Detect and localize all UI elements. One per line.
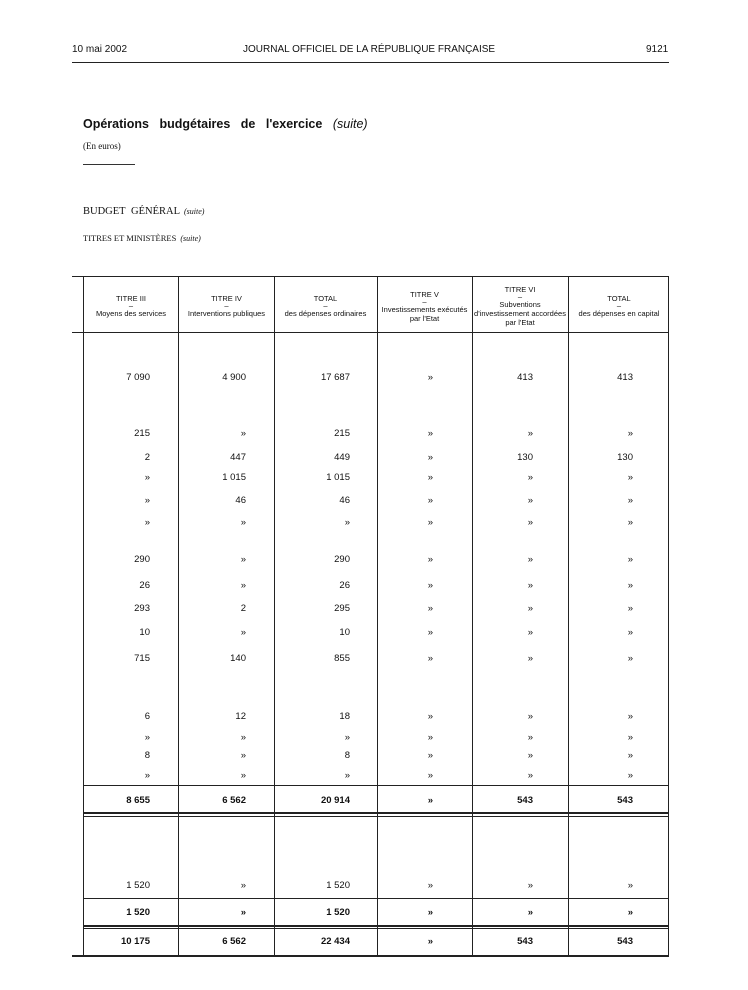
cell-titre-5: » [427, 907, 433, 918]
col-header-bottom: Interventions publiques [187, 309, 266, 318]
cell-titre-4: 447 [230, 452, 246, 463]
cell-total-ordinaires: 22 434 [320, 936, 350, 947]
cell-titre-3: 715 [134, 653, 150, 664]
cell-titre-4: » [240, 428, 246, 439]
cell-titre-5: » [427, 372, 433, 383]
cell-titre-5: » [427, 936, 433, 947]
budget-heading-text: BUDGET GÉNÉRAL [83, 206, 181, 217]
cell-total-ordinaires: 290 [334, 554, 350, 565]
cell-titre-5: » [427, 580, 433, 591]
col-header-bottom: des dépenses en capital [578, 309, 660, 318]
row-rule [72, 955, 669, 957]
col-header-top: TOTAL [607, 294, 631, 303]
header-rule [72, 62, 669, 63]
row-rule [83, 816, 669, 817]
cell-titre-4: 6 562 [222, 795, 246, 806]
cell-titre-6: » [527, 732, 533, 743]
cell-titre-5: » [427, 428, 433, 439]
titres-heading-text: TITRES ET MINISTÈRES [83, 233, 177, 243]
cell-titre-6: » [527, 653, 533, 664]
cell-titre-6: » [527, 554, 533, 565]
cell-titre-3: 1 520 [126, 880, 150, 891]
cell-total-capital: » [627, 880, 633, 891]
cell-titre-6: 413 [517, 372, 533, 383]
cell-total-ordinaires: 215 [334, 428, 350, 439]
cell-titre-3: 293 [134, 603, 150, 614]
column-rule [377, 276, 378, 956]
table-header-rule [72, 332, 669, 333]
cell-total-capital: » [627, 517, 633, 528]
col-header-titre-6 [473, 280, 567, 332]
cell-total-ordinaires: 855 [334, 653, 350, 664]
cell-titre-5: » [427, 750, 433, 761]
cell-titre-6: 130 [517, 452, 533, 463]
cell-titre-4: » [240, 517, 246, 528]
cell-total-ordinaires: 8 [344, 750, 350, 761]
unit-label: (En euros) [83, 141, 121, 151]
cell-titre-6: » [527, 472, 533, 483]
col-header-total-ordinaires [275, 280, 376, 332]
cell-total-ordinaires: » [344, 732, 350, 743]
col-header-bottom: Investissements exécutés par l'Etat [381, 304, 468, 323]
cell-titre-3: 7 090 [126, 372, 150, 383]
col-header-top: TITRE IV [211, 294, 242, 303]
cell-total-ordinaires: 20 914 [320, 795, 350, 806]
header-page-number: 9121 [646, 44, 669, 55]
col-header-top: TITRE V [410, 289, 439, 299]
cell-total-capital: » [627, 907, 633, 918]
cell-total-ordinaires: 18 [339, 711, 350, 722]
cell-total-capital: » [627, 495, 633, 506]
cell-titre-3: » [144, 517, 150, 528]
cell-titre-4: 140 [230, 653, 246, 664]
col-header-top: TITRE III [116, 294, 146, 303]
cell-titre-3: 215 [134, 428, 150, 439]
column-rule [178, 276, 179, 956]
cell-titre-3: » [144, 732, 150, 743]
cell-titre-4: » [240, 627, 246, 638]
cell-total-capital: » [627, 627, 633, 638]
cell-titre-5: » [427, 472, 433, 483]
cell-titre-3: 6 [144, 711, 150, 722]
row-rule [83, 785, 669, 786]
titres-heading [83, 233, 201, 243]
cell-titre-6: 543 [517, 795, 533, 806]
cell-titre-3: » [144, 770, 150, 781]
cell-titre-3: 10 175 [120, 936, 150, 947]
cell-titre-6: » [527, 880, 533, 891]
cell-total-capital: 130 [617, 452, 633, 463]
col-header-top: TITRE VI [504, 285, 536, 294]
cell-titre-4: 2 [240, 603, 246, 614]
section-title-text: Opérations budgétaires de l'exercice [83, 117, 323, 131]
col-header-dash: – [517, 292, 523, 301]
cell-titre-4: » [240, 750, 246, 761]
cell-titre-5: » [427, 495, 433, 506]
col-header-dash: – [224, 301, 229, 310]
cell-total-capital: » [627, 428, 633, 439]
column-rule [568, 276, 569, 956]
cell-titre-4: » [240, 880, 246, 891]
cell-titre-3: 8 [144, 750, 150, 761]
section-title [83, 117, 368, 131]
header-date: 10 mai 2002 [72, 44, 128, 55]
cell-total-capital: » [627, 580, 633, 591]
cell-titre-4: 4 900 [222, 372, 246, 383]
cell-titre-6: » [527, 750, 533, 761]
row-rule [83, 898, 669, 899]
cell-total-ordinaires: 1 015 [326, 472, 350, 483]
col-header-bottom: des dépenses ordinaires [284, 309, 367, 318]
cell-total-capital: » [627, 711, 633, 722]
cell-titre-6: » [527, 907, 533, 918]
cell-total-ordinaires: 26 [339, 580, 350, 591]
cell-titre-5: » [427, 880, 433, 891]
cell-titre-5: » [427, 554, 433, 565]
cell-total-ordinaires: 10 [339, 627, 350, 638]
column-rule [274, 276, 275, 956]
cell-total-ordinaires: 295 [334, 603, 350, 614]
cell-titre-6: » [527, 627, 533, 638]
cell-titre-6: » [527, 517, 533, 528]
col-header-dash: – [616, 301, 622, 310]
col-header-bottom: Subventions d'investissement accordées par l'Etat [474, 300, 566, 327]
col-header-titre-5 [378, 280, 471, 332]
cell-total-capital: » [627, 554, 633, 565]
cell-titre-5: » [427, 711, 433, 722]
cell-total-ordinaires: 1 520 [326, 907, 350, 918]
cell-titre-5: » [427, 653, 433, 664]
col-header-total-capital [569, 280, 669, 332]
cell-total-capital: 543 [617, 936, 633, 947]
cell-titre-5: » [427, 795, 433, 806]
col-header-dash: – [422, 296, 427, 306]
cell-titre-4: » [240, 554, 246, 565]
cell-titre-4: 6 562 [222, 936, 246, 947]
cell-titre-4: » [240, 580, 246, 591]
section-title-suffix: (suite) [332, 117, 368, 131]
cell-titre-6: » [527, 711, 533, 722]
col-header-bottom: Moyens des services [95, 309, 167, 318]
cell-titre-6: » [527, 580, 533, 591]
cell-total-capital: » [627, 653, 633, 664]
row-rule [83, 928, 669, 929]
cell-total-capital: » [627, 472, 633, 483]
header-journal-title: JOURNAL OFFICIEL DE LA RÉPUBLIQUE FRANÇAISE [243, 44, 496, 55]
cell-titre-4: 12 [235, 711, 246, 722]
column-rule [472, 276, 473, 956]
col-header-dash: – [128, 301, 134, 310]
col-header-titre-3 [84, 280, 178, 332]
cell-titre-3: 26 [139, 580, 150, 591]
budget-heading [83, 206, 204, 217]
column-rule [668, 276, 669, 956]
cell-total-capital: » [627, 732, 633, 743]
budget-heading-suffix: (suite) [184, 207, 205, 216]
cell-titre-5: » [427, 452, 433, 463]
cell-total-ordinaires: 449 [334, 452, 350, 463]
column-rule [83, 276, 84, 956]
cell-titre-4: » [240, 732, 246, 743]
cell-total-capital: 413 [617, 372, 633, 383]
cell-total-ordinaires: » [344, 770, 350, 781]
cell-total-capital: » [627, 603, 633, 614]
cell-total-ordinaires: » [344, 517, 350, 528]
row-rule [83, 812, 669, 814]
col-header-titre-4 [179, 280, 274, 332]
cell-titre-6: 543 [517, 936, 533, 947]
cell-titre-4: » [240, 770, 246, 781]
cell-titre-4: 1 015 [222, 472, 246, 483]
cell-titre-4: » [240, 907, 246, 918]
cell-total-capital: 543 [617, 795, 633, 806]
cell-titre-3: 2 [144, 452, 150, 463]
cell-titre-5: » [427, 517, 433, 528]
cell-titre-3: 8 655 [126, 795, 150, 806]
cell-titre-4: 46 [235, 495, 246, 506]
cell-titre-6: » [527, 770, 533, 781]
cell-total-ordinaires: 46 [339, 495, 350, 506]
col-header-dash: – [323, 301, 328, 310]
cell-total-capital: » [627, 770, 633, 781]
cell-titre-6: » [527, 495, 533, 506]
cell-titre-3: 10 [139, 627, 150, 638]
titres-heading-suffix: (suite) [180, 234, 201, 243]
cell-total-ordinaires: 17 687 [320, 372, 350, 383]
cell-total-capital: » [627, 750, 633, 761]
table-top-rule [72, 276, 669, 277]
cell-total-ordinaires: 1 520 [326, 880, 350, 891]
cell-titre-3: 290 [134, 554, 150, 565]
cell-titre-5: » [427, 603, 433, 614]
cell-titre-5: » [427, 770, 433, 781]
cell-titre-3: » [144, 472, 150, 483]
cell-titre-5: » [427, 732, 433, 743]
cell-titre-3: 1 520 [126, 907, 150, 918]
cell-titre-6: » [527, 428, 533, 439]
cell-titre-5: » [427, 627, 433, 638]
cell-titre-6: » [527, 603, 533, 614]
row-rule [83, 925, 669, 927]
unit-rule [83, 164, 135, 165]
cell-titre-3: » [144, 495, 150, 506]
col-header-top: TOTAL [313, 294, 338, 303]
